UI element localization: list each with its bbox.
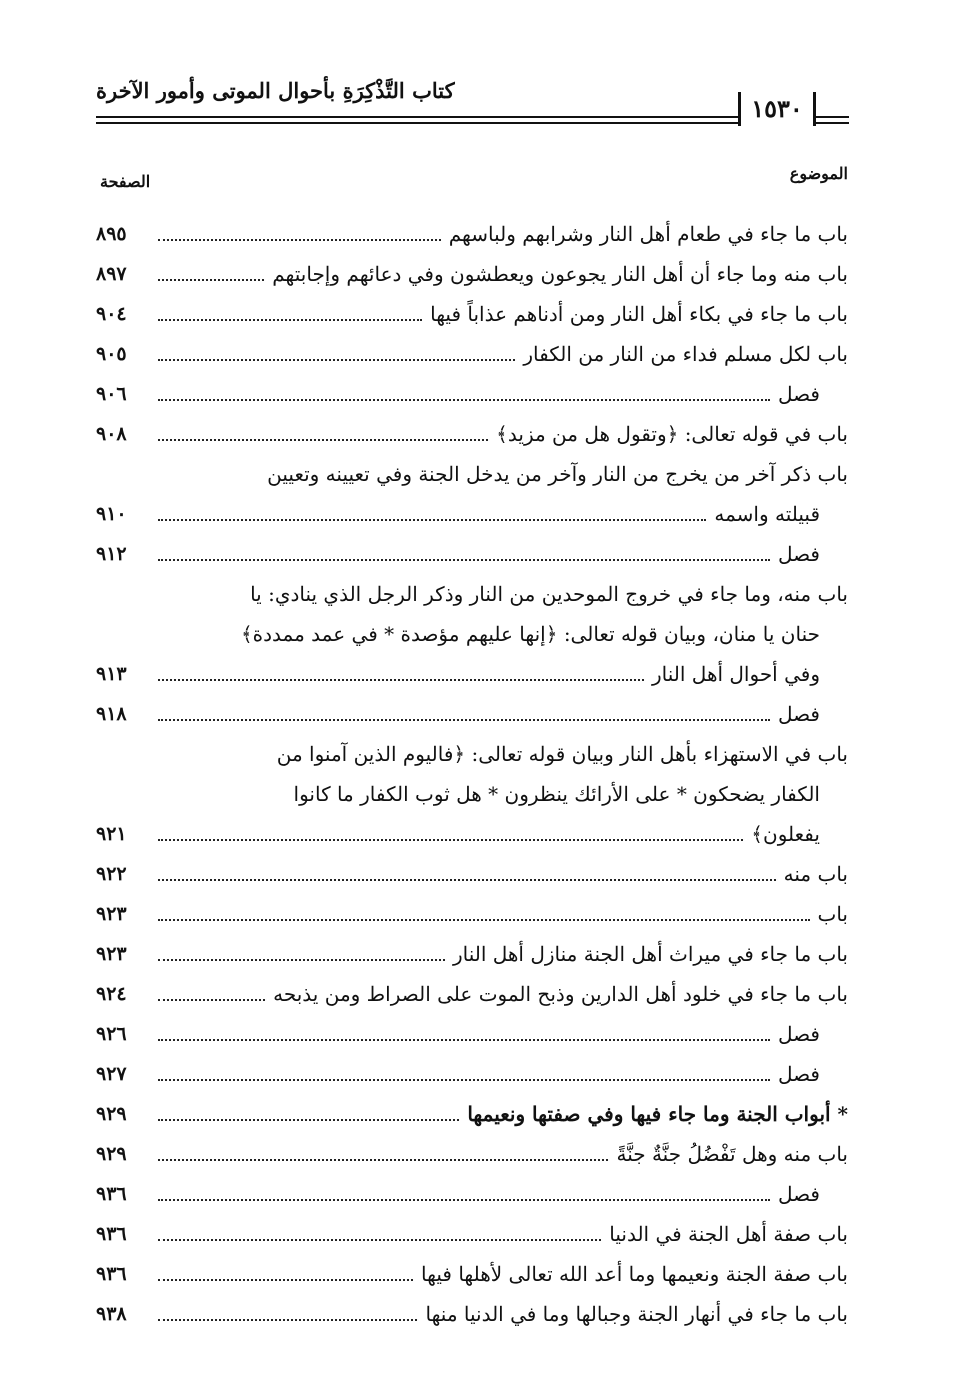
dot-leader bbox=[158, 1279, 413, 1281]
toc-line bbox=[96, 934, 848, 974]
page-column-heading: الصفحة bbox=[100, 172, 151, 191]
toc-line bbox=[96, 1294, 848, 1334]
header-rule bbox=[813, 122, 849, 124]
toc-entry bbox=[96, 1134, 848, 1174]
toc-page-number: ٩٢٦ bbox=[96, 1023, 127, 1045]
dot-leader bbox=[158, 1159, 608, 1161]
dot-leader bbox=[158, 439, 488, 441]
toc-page-number: ٩٢٤ bbox=[96, 983, 127, 1005]
book-title: كتاب التَّذْكِرَةِ بأحوال الموتى وأمور الآخرة bbox=[96, 78, 455, 103]
toc-entry bbox=[96, 574, 848, 694]
dot-leader bbox=[158, 359, 515, 361]
dot-leader bbox=[158, 559, 770, 561]
toc-page-number: ٩٠٨ bbox=[96, 423, 127, 445]
toc-line bbox=[96, 974, 848, 1014]
toc-page-number: ٩٣٦ bbox=[96, 1183, 127, 1205]
toc-line bbox=[96, 1174, 848, 1214]
toc-entry-title: الكفار يضحكون * على الأرائك ينظرون * هل ثوب الكفار ما كانوا bbox=[293, 782, 820, 806]
toc-entry bbox=[96, 334, 848, 374]
toc-entry bbox=[96, 254, 848, 294]
toc-entry-title: باب في قوله تعالى: ﴿وتقول هل من مزيد﴾ bbox=[496, 422, 848, 446]
toc-entry-title: فصل bbox=[777, 1182, 820, 1206]
toc-page-number: ٩٢٣ bbox=[96, 943, 127, 965]
toc-entry-title: باب ما جاء في طعام أهل النار وشرابهم ولباسهم bbox=[448, 222, 848, 246]
toc-entry bbox=[96, 1214, 848, 1254]
toc-entry-title: باب ما جاء في بكاء أهل النار ومن أدناهم عذاباً فيها bbox=[430, 302, 848, 326]
toc-entry bbox=[96, 414, 848, 454]
toc-line bbox=[96, 1014, 848, 1054]
toc-page-number: ٩١٠ bbox=[96, 503, 127, 525]
toc-line bbox=[96, 1254, 848, 1294]
header-rule bbox=[96, 116, 738, 118]
dot-leader bbox=[158, 1319, 417, 1321]
toc-line bbox=[96, 1214, 848, 1254]
toc-entry-title: باب منه وهل تَفْضُلُ جنَّةٌ جنَّةً bbox=[616, 1142, 848, 1166]
dot-leader bbox=[158, 519, 706, 521]
toc-page-number: ٩١٨ bbox=[96, 703, 127, 725]
topic-column-heading: الموضوع bbox=[789, 164, 848, 183]
toc-entry bbox=[96, 694, 848, 734]
toc-entry-title: باب منه، وما جاء في خروج الموحدين من النار وذكر الرجل الذي ينادي: يا bbox=[250, 582, 848, 606]
toc-entry bbox=[96, 454, 848, 534]
table-of-contents bbox=[96, 214, 848, 1334]
toc-page-number: ٩١٢ bbox=[96, 543, 127, 565]
toc-entry-title: باب منه وما جاء أن أهل النار يجوعون ويعطشون وفي دعائهم وإجابتهم bbox=[272, 262, 848, 286]
toc-entry bbox=[96, 934, 848, 974]
toc-page-number: ٩٠٦ bbox=[96, 383, 127, 405]
dot-leader bbox=[158, 1079, 770, 1081]
toc-entry-title: باب صفة أهل الجنة في الدنيا bbox=[609, 1222, 848, 1246]
toc-entry-title: باب ما جاء في خلود أهل الدارين وذبح الموت على الصراط ومن يذبحه bbox=[273, 982, 848, 1006]
toc-entry bbox=[96, 894, 848, 934]
toc-line bbox=[96, 854, 848, 894]
dot-leader bbox=[158, 839, 743, 841]
toc-entry bbox=[96, 374, 848, 414]
toc-entry-title: فصل bbox=[777, 542, 820, 566]
dot-leader bbox=[158, 319, 422, 321]
toc-entry-title: قبيلته واسمه bbox=[714, 502, 820, 526]
toc-entry bbox=[96, 294, 848, 334]
toc-page-number: ٩٣٦ bbox=[96, 1263, 127, 1285]
toc-entry bbox=[96, 534, 848, 574]
column-headings bbox=[96, 160, 848, 192]
toc-entry-title: باب في الاستهزاء بأهل النار وبيان قوله تعالى: ﴿فاليوم الذين آمنوا من bbox=[276, 742, 848, 766]
header-rule bbox=[96, 122, 738, 124]
header-rule bbox=[813, 116, 849, 118]
toc-line bbox=[96, 494, 848, 534]
toc-line bbox=[96, 1054, 848, 1094]
toc-entry bbox=[96, 1054, 848, 1094]
dot-leader bbox=[158, 719, 770, 721]
toc-page-number: ٩٣٦ bbox=[96, 1223, 127, 1245]
toc-entry-title: فصل bbox=[777, 382, 820, 406]
toc-entry-title: فصل bbox=[777, 1062, 820, 1086]
toc-entry-title: وفي أحوال أهل النار bbox=[652, 662, 820, 686]
dot-leader bbox=[158, 1119, 459, 1121]
toc-entry bbox=[96, 214, 848, 254]
dot-leader bbox=[158, 679, 644, 681]
dot-leader bbox=[158, 279, 264, 281]
toc-entry-title: باب منه bbox=[783, 862, 848, 886]
toc-entry-title: باب ذكر آخر من يخرج من النار وآخر من يدخل الجنة وفي تعيينه وتعيين bbox=[267, 462, 848, 486]
toc-page-number: ٨٩٥ bbox=[96, 223, 127, 245]
toc-entry-title: * أبواب الجنة وما جاء فيها وفي صفتها ونعيمها bbox=[467, 1102, 848, 1126]
dot-leader bbox=[158, 1039, 770, 1041]
toc-line bbox=[96, 1094, 848, 1134]
toc-line bbox=[96, 534, 848, 574]
dot-leader bbox=[158, 999, 265, 1001]
toc-entry-title: فصل bbox=[777, 1022, 820, 1046]
toc-entry bbox=[96, 854, 848, 894]
toc-line bbox=[96, 414, 848, 454]
toc-page-number: ٩٣٨ bbox=[96, 1303, 127, 1325]
toc-line bbox=[96, 254, 848, 294]
toc-entry-title: باب صفة الجنة ونعيمها وما أعد الله تعالى لأهلها فيها bbox=[421, 1262, 848, 1286]
toc-page-number: ٩٢٧ bbox=[96, 1063, 127, 1085]
toc-entry-title: يفعلون﴾ bbox=[751, 822, 820, 846]
toc-entry bbox=[96, 1254, 848, 1294]
toc-page-number: ٨٩٧ bbox=[96, 263, 127, 285]
toc-page-number: ٩١٣ bbox=[96, 663, 127, 685]
toc-line bbox=[96, 334, 848, 374]
toc-line bbox=[96, 374, 848, 414]
toc-page-number: ٩٢٢ bbox=[96, 863, 127, 885]
toc-entry-title: باب ما جاء في أنهار الجنة وجبالها وما في الدنيا منها bbox=[425, 1302, 848, 1326]
dot-leader bbox=[158, 959, 445, 961]
toc-line bbox=[96, 894, 848, 934]
toc-line bbox=[96, 814, 848, 854]
toc-page-number: ٩٢٩ bbox=[96, 1143, 127, 1165]
toc-page-number: ٩٠٥ bbox=[96, 343, 127, 365]
toc-line bbox=[96, 1134, 848, 1174]
dot-leader bbox=[158, 1199, 770, 1201]
dot-leader bbox=[158, 879, 776, 881]
toc-entry bbox=[96, 1014, 848, 1054]
dot-leader bbox=[158, 919, 810, 921]
toc-line bbox=[96, 654, 848, 694]
toc-entry bbox=[96, 1174, 848, 1214]
toc-line bbox=[96, 214, 848, 254]
toc-entry bbox=[96, 734, 848, 854]
page-number: ١٥٣٠ bbox=[738, 92, 816, 126]
toc-page-number: ٩٠٤ bbox=[96, 303, 127, 325]
page-header bbox=[96, 70, 848, 134]
toc-entry bbox=[96, 1294, 848, 1334]
toc-line bbox=[96, 294, 848, 334]
toc-line bbox=[96, 694, 848, 734]
toc-entry-title: باب لكل مسلم فداء من النار من الكفار bbox=[523, 342, 848, 366]
toc-entry bbox=[96, 974, 848, 1014]
dot-leader bbox=[158, 1239, 601, 1241]
toc-entry-title: باب ما جاء في ميراث أهل الجنة منازل أهل النار bbox=[452, 942, 848, 966]
dot-leader bbox=[158, 399, 770, 401]
toc-entry bbox=[96, 1094, 848, 1134]
toc-page-number: ٩٢١ bbox=[96, 823, 127, 845]
toc-entry-title: باب bbox=[817, 902, 848, 926]
toc-entry-title: حنان يا منان، وبيان قوله تعالى: ﴿إنها عليهم مؤصدة * في عمد ممددة﴾ bbox=[240, 622, 820, 646]
dot-leader bbox=[158, 239, 441, 241]
toc-entry-title: فصل bbox=[777, 702, 820, 726]
toc-page-number: ٩٢٣ bbox=[96, 903, 127, 925]
toc-page-number: ٩٢٩ bbox=[96, 1103, 127, 1125]
